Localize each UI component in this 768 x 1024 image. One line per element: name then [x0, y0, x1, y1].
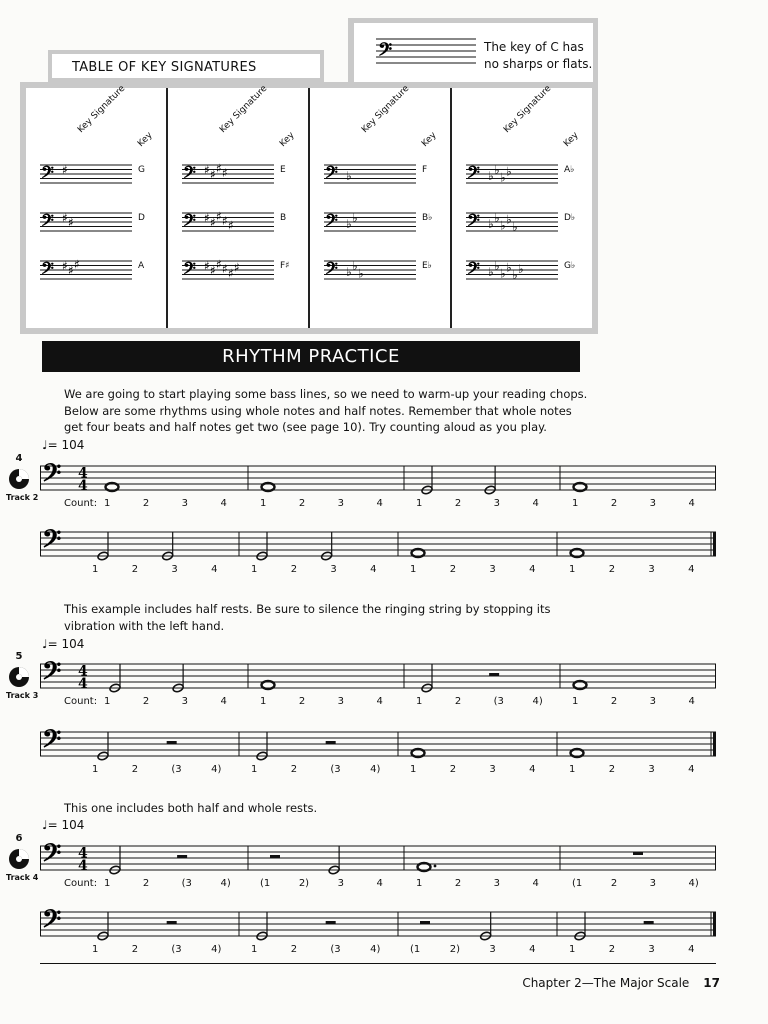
sharp-icon: ♯ — [234, 260, 240, 275]
music-staff — [40, 528, 740, 578]
count-beat: 1 — [104, 498, 111, 509]
count-beat: 1 — [92, 944, 99, 955]
half-note — [97, 532, 109, 561]
intro-paragraph: We are going to start playing some bass lines, so we need to warm-up your reading chops. Below are some rhythms using whole notes and half notes. Remember that whole notes get four beats and half notes get two (see page 10). Try counting aloud as you play. — [64, 387, 588, 434]
key-signature-row — [40, 160, 165, 184]
count-beat: 2 — [298, 498, 306, 509]
flat-icon: ♭ — [506, 212, 512, 227]
count-beat: 2 — [142, 878, 150, 889]
time-signature-top: 4 — [78, 845, 88, 862]
cd-icon — [8, 666, 30, 688]
count-beat: 3 — [181, 696, 189, 707]
count-beat: 4) — [532, 696, 543, 707]
bass-clef-icon: 𝄢 — [467, 210, 480, 234]
count-beat: 2 — [290, 944, 298, 955]
count-beat: 3 — [489, 564, 496, 575]
dot — [434, 865, 437, 868]
sharp-icon: ♯ — [62, 163, 68, 177]
key-name: D — [138, 213, 145, 223]
half-rest — [644, 921, 654, 924]
count-beat: 1 — [251, 764, 258, 775]
svg-text:𝄢: 𝄢 — [378, 39, 393, 65]
count-beat: 3 — [181, 498, 189, 509]
bass-clef-icon: 𝄢 — [467, 258, 480, 282]
key-name: B♭ — [422, 213, 433, 223]
bass-clef-icon: 𝄢 — [183, 210, 196, 234]
flat-icon: ♭ — [512, 220, 518, 234]
key-name: A♭ — [564, 165, 575, 175]
column-label-key-signature: Key Signature — [360, 83, 412, 136]
count-beat: 4 — [529, 564, 536, 575]
count-beat: 1 — [569, 764, 576, 775]
count-beat: (3 — [493, 696, 504, 707]
count-beat: 4 — [529, 944, 536, 955]
key-signature-row — [466, 208, 591, 232]
flat-icon: ♭ — [512, 268, 518, 282]
bass-clef-icon: 𝄢 — [42, 842, 62, 874]
time-signature-bottom: 4 — [78, 676, 88, 692]
count-beat: 3 — [649, 878, 657, 889]
flat-icon: ♭ — [488, 217, 494, 231]
count-beat: 2 — [298, 696, 306, 707]
sharp-icon: ♯ — [204, 211, 210, 225]
key-signature-row — [40, 208, 165, 232]
flat-icon: ♭ — [506, 260, 512, 275]
flat-icon: ♭ — [494, 211, 500, 225]
flat-icon: ♭ — [500, 170, 506, 185]
example-description: This one includes both half and whole rests. — [64, 801, 318, 815]
bass-clef-icon: 𝄢 — [42, 728, 62, 760]
flat-icon: ♭ — [500, 218, 506, 233]
key-signature-staff — [324, 208, 419, 238]
half-rest — [326, 921, 336, 924]
count-beat: 4 — [688, 944, 695, 955]
half-rest — [420, 921, 430, 924]
key-signature-table — [20, 82, 598, 334]
half-note — [256, 912, 268, 941]
key-signature-staff — [324, 160, 419, 190]
count-beat: 2 — [449, 564, 457, 575]
track-label: Track 4 — [6, 873, 39, 882]
count-beat: 1 — [410, 564, 417, 575]
count-beat: 3 — [648, 564, 655, 575]
sharp-icon: ♯ — [74, 257, 80, 272]
key-name: B — [280, 213, 287, 223]
half-note — [109, 664, 121, 693]
music-staff — [40, 728, 740, 778]
half-rest — [270, 855, 280, 858]
c-key-callout — [348, 18, 598, 84]
quarter-note-icon: ♩ — [42, 438, 48, 452]
quarter-note-icon: ♩ — [42, 637, 48, 651]
key-name: D♭ — [564, 213, 576, 223]
bass-clef-icon: 𝄢 — [42, 462, 62, 494]
whole-rest — [633, 852, 643, 855]
sharp-icon: ♯ — [204, 163, 210, 177]
flat-icon: ♭ — [352, 259, 358, 273]
column-label-key: Key — [420, 130, 439, 150]
track-label: Track 3 — [6, 691, 39, 700]
key-signature-row — [324, 256, 449, 280]
flat-icon: ♭ — [494, 259, 500, 273]
bass-clef-icon: 𝄢 — [183, 162, 196, 186]
sharp-icon: ♯ — [68, 263, 74, 278]
key-signature-row — [324, 208, 449, 232]
count-beat: 4 — [211, 564, 218, 575]
half-note — [97, 912, 109, 941]
key-signature-table-title: TABLE OF KEY SIGNATURES — [48, 50, 324, 82]
count-beat: (1 — [410, 944, 421, 955]
key-name: F♯ — [280, 261, 290, 271]
tempo-marking: ♩= 104 — [42, 818, 85, 832]
count-beat: 2 — [142, 696, 150, 707]
sharp-icon: ♯ — [62, 211, 68, 225]
key-name: G — [138, 165, 145, 175]
quarter-note-icon: ♩ — [42, 818, 48, 832]
count-beat: 1 — [572, 696, 579, 707]
flat-icon: ♭ — [346, 169, 352, 183]
column-label-key-signature: Key Signature — [218, 83, 270, 136]
count-beat: (1 — [260, 878, 271, 889]
count-beat: 2 — [131, 764, 139, 775]
count-beat: 3 — [337, 878, 345, 889]
count-beat: 1 — [569, 944, 576, 955]
count-beat: 2 — [610, 498, 618, 509]
count-beat: 4 — [688, 498, 695, 509]
sharp-icon: ♯ — [210, 263, 216, 278]
key-signature-staff — [182, 160, 277, 190]
count-beat: 2 — [290, 764, 298, 775]
count-beat: 3 — [330, 564, 337, 575]
key-signature-staff — [466, 160, 561, 190]
count-beat: 4) — [370, 764, 381, 775]
count-beat: 2 — [454, 498, 462, 509]
count-beat: 4 — [532, 498, 539, 509]
count-label: Count: — [64, 878, 98, 889]
count-beat: 3 — [649, 696, 657, 707]
flat-icon: ♭ — [352, 211, 358, 225]
flat-icon: ♭ — [488, 169, 494, 183]
column-label-key-signature: Key Signature — [502, 83, 554, 136]
key-name: G♭ — [564, 261, 576, 271]
count-beat: (3 — [181, 878, 192, 889]
count-beat: 2 — [131, 944, 139, 955]
key-signature-staff — [182, 208, 277, 238]
count-beat: 3 — [489, 764, 496, 775]
count-beat: 4 — [220, 696, 227, 707]
count-beat: 1 — [416, 498, 423, 509]
count-beat: 1 — [572, 498, 579, 509]
sharp-icon: ♯ — [222, 262, 228, 276]
count-beat: 1 — [92, 764, 99, 775]
count-beat: 2 — [454, 878, 462, 889]
count-beat: 1 — [92, 564, 99, 575]
bass-clef-icon: 𝄢 — [42, 908, 62, 940]
count-beat: 4 — [532, 878, 539, 889]
bass-clef-icon: 𝄢 — [41, 162, 54, 186]
count-beat: (3 — [171, 944, 182, 955]
count-beat: 2 — [610, 878, 618, 889]
key-signature-row — [182, 256, 307, 280]
key-signature-staff — [466, 208, 561, 238]
time-signature-top: 4 — [78, 465, 88, 482]
bass-clef-icon: 𝄢 — [41, 258, 54, 282]
sharp-icon: ♯ — [228, 266, 234, 281]
key-signature-staff — [40, 208, 135, 238]
key-signature-staff — [40, 160, 135, 190]
key-signature-staff — [466, 256, 561, 286]
key-name: A — [138, 261, 145, 271]
count-beat: 1 — [416, 878, 423, 889]
key-signature-staff — [324, 256, 419, 286]
count-beat: 1 — [260, 498, 267, 509]
count-beat: 1 — [104, 696, 111, 707]
bass-clef-icon: 𝄢 — [42, 660, 62, 692]
bass-clef-icon: 𝄢 — [183, 258, 196, 282]
half-rest — [167, 921, 177, 924]
key-signature-staff — [40, 256, 135, 286]
count-beat: 4 — [370, 564, 377, 575]
half-note — [256, 732, 268, 761]
count-beat: (3 — [330, 764, 341, 775]
count-beat: 2 — [610, 696, 618, 707]
example-number: 6 — [15, 833, 23, 844]
count-beat: 1 — [251, 564, 258, 575]
column-label-key: Key — [562, 130, 581, 150]
count-beat: 2 — [290, 564, 298, 575]
count-beat: 1 — [569, 564, 576, 575]
music-staff — [40, 908, 740, 958]
sharp-icon: ♯ — [210, 167, 216, 182]
tempo-marking: ♩= 104 — [42, 438, 85, 452]
c-major-staff-icon — [376, 35, 486, 75]
count-beat: 4 — [688, 696, 695, 707]
count-beat: 3 — [493, 878, 501, 889]
column-label-key-signature: Key Signature — [76, 83, 128, 136]
count-beat: 4) — [220, 878, 231, 889]
footer-rule — [40, 963, 716, 964]
column-label-key: Key — [278, 130, 297, 150]
track-label: Track 2 — [6, 493, 39, 502]
count-beat: 4 — [688, 764, 695, 775]
key-signature-column — [310, 83, 452, 328]
sharp-icon: ♯ — [204, 259, 210, 273]
flat-icon: ♭ — [500, 266, 506, 281]
count-beat: (1 — [572, 878, 583, 889]
count-beat: 2 — [608, 944, 616, 955]
count-beat: 4 — [376, 498, 383, 509]
count-beat: 3 — [337, 498, 345, 509]
section-title: RHYTHM PRACTICE — [42, 341, 580, 372]
sharp-icon: ♯ — [222, 166, 228, 180]
count-beat: 2) — [298, 878, 310, 889]
key-signature-staff — [182, 256, 277, 286]
example-number: 4 — [15, 453, 23, 464]
count-beat: 3 — [648, 764, 655, 775]
c-key-text: The key of C has no sharps or flats. — [484, 40, 593, 71]
half-note — [162, 532, 174, 561]
half-rest — [326, 741, 336, 744]
count-beat: 3 — [648, 944, 655, 955]
count-beat: 4) — [370, 944, 381, 955]
count-beat: 4 — [376, 696, 383, 707]
half-note — [421, 466, 433, 495]
sharp-icon: ♯ — [216, 209, 222, 224]
half-note — [421, 664, 433, 693]
half-rest — [167, 741, 177, 744]
half-note — [97, 732, 109, 761]
count-beat: 2 — [608, 764, 616, 775]
half-note — [321, 532, 333, 561]
half-note — [109, 846, 121, 875]
count-beat: 3 — [171, 564, 178, 575]
key-signature-row — [182, 160, 307, 184]
page-footer — [522, 976, 720, 990]
key-name: E — [280, 165, 286, 175]
cd-icon — [8, 468, 30, 490]
count-beat: 4 — [376, 878, 383, 889]
sharp-icon: ♯ — [62, 259, 68, 273]
flat-icon: ♭ — [506, 164, 512, 179]
bass-clef-icon: 𝄢 — [467, 162, 480, 186]
flat-icon: ♭ — [488, 265, 494, 279]
count-label: Count: — [64, 696, 98, 707]
flat-icon: ♭ — [494, 163, 500, 177]
half-note — [172, 664, 184, 693]
bass-clef-icon: 𝄢 — [325, 210, 338, 234]
flat-icon: ♭ — [346, 265, 352, 279]
count-beat: 2 — [608, 564, 616, 575]
sharp-icon: ♯ — [68, 215, 74, 230]
key-name: F — [422, 165, 428, 175]
cd-icon — [8, 848, 30, 870]
count-beat: 2 — [449, 764, 457, 775]
count-beat: 4 — [529, 764, 536, 775]
count-beat: (3 — [171, 764, 182, 775]
bass-clef-icon: 𝄢 — [41, 210, 54, 234]
count-beat: 4) — [688, 878, 699, 889]
half-note — [480, 912, 492, 941]
time-signature-bottom: 4 — [78, 478, 88, 494]
half-rest — [489, 673, 499, 676]
half-note — [484, 466, 496, 495]
bass-clef-icon: 𝄢 — [42, 528, 62, 560]
key-signature-column — [168, 83, 310, 328]
sharp-icon: ♯ — [228, 218, 234, 233]
key-signature-row — [324, 160, 449, 184]
example-description: This example includes half rests. Be sure to silence the ringing string by stopping its vibration with the left hand. — [64, 602, 551, 633]
count-beat: 3 — [489, 944, 496, 955]
key-signature-column — [452, 83, 592, 328]
key-signature-row — [40, 256, 165, 280]
flat-icon: ♭ — [346, 217, 352, 231]
sharp-icon: ♯ — [216, 257, 222, 272]
sharp-icon: ♯ — [216, 161, 222, 176]
half-note — [256, 532, 268, 561]
example-number: 5 — [15, 651, 23, 662]
chapter-title: Chapter 2—The Major Scale — [522, 976, 690, 990]
sharp-icon: ♯ — [210, 215, 216, 230]
flat-icon: ♭ — [518, 262, 524, 276]
half-note — [328, 846, 340, 875]
time-signature-top: 4 — [78, 663, 88, 680]
count-label: Count: — [64, 498, 98, 509]
column-label-key: Key — [136, 130, 155, 150]
count-beat: 4 — [220, 498, 227, 509]
bass-clef-icon: 𝄢 — [325, 258, 338, 282]
count-beat: 2 — [454, 696, 462, 707]
page-number: 17 — [703, 976, 720, 990]
count-beat: 1 — [410, 764, 417, 775]
key-signature-row — [466, 160, 591, 184]
count-beat: 4 — [688, 564, 695, 575]
count-beat: 3 — [649, 498, 657, 509]
count-beat: (3 — [330, 944, 341, 955]
count-beat: 4) — [211, 764, 222, 775]
count-beat: 3 — [337, 696, 345, 707]
key-signature-row — [182, 208, 307, 232]
flat-icon: ♭ — [358, 266, 364, 281]
count-beat: 3 — [493, 498, 501, 509]
tempo-marking: ♩= 104 — [42, 637, 85, 651]
count-beat: 1 — [251, 944, 258, 955]
key-signature-column — [26, 83, 168, 328]
count-beat: 4) — [211, 944, 222, 955]
count-beat: 2) — [449, 944, 460, 955]
key-signature-row — [466, 256, 591, 280]
count-beat: 2 — [131, 564, 139, 575]
bass-clef-icon: 𝄢 — [325, 162, 338, 186]
sharp-icon: ♯ — [222, 214, 228, 228]
time-signature-bottom: 4 — [78, 858, 88, 874]
count-beat: 1 — [416, 696, 423, 707]
count-beat: 1 — [260, 696, 267, 707]
key-name: E♭ — [422, 261, 432, 271]
half-rest — [177, 855, 187, 858]
count-beat: 1 — [104, 878, 111, 889]
count-beat: 2 — [142, 498, 150, 509]
half-note — [574, 912, 586, 941]
